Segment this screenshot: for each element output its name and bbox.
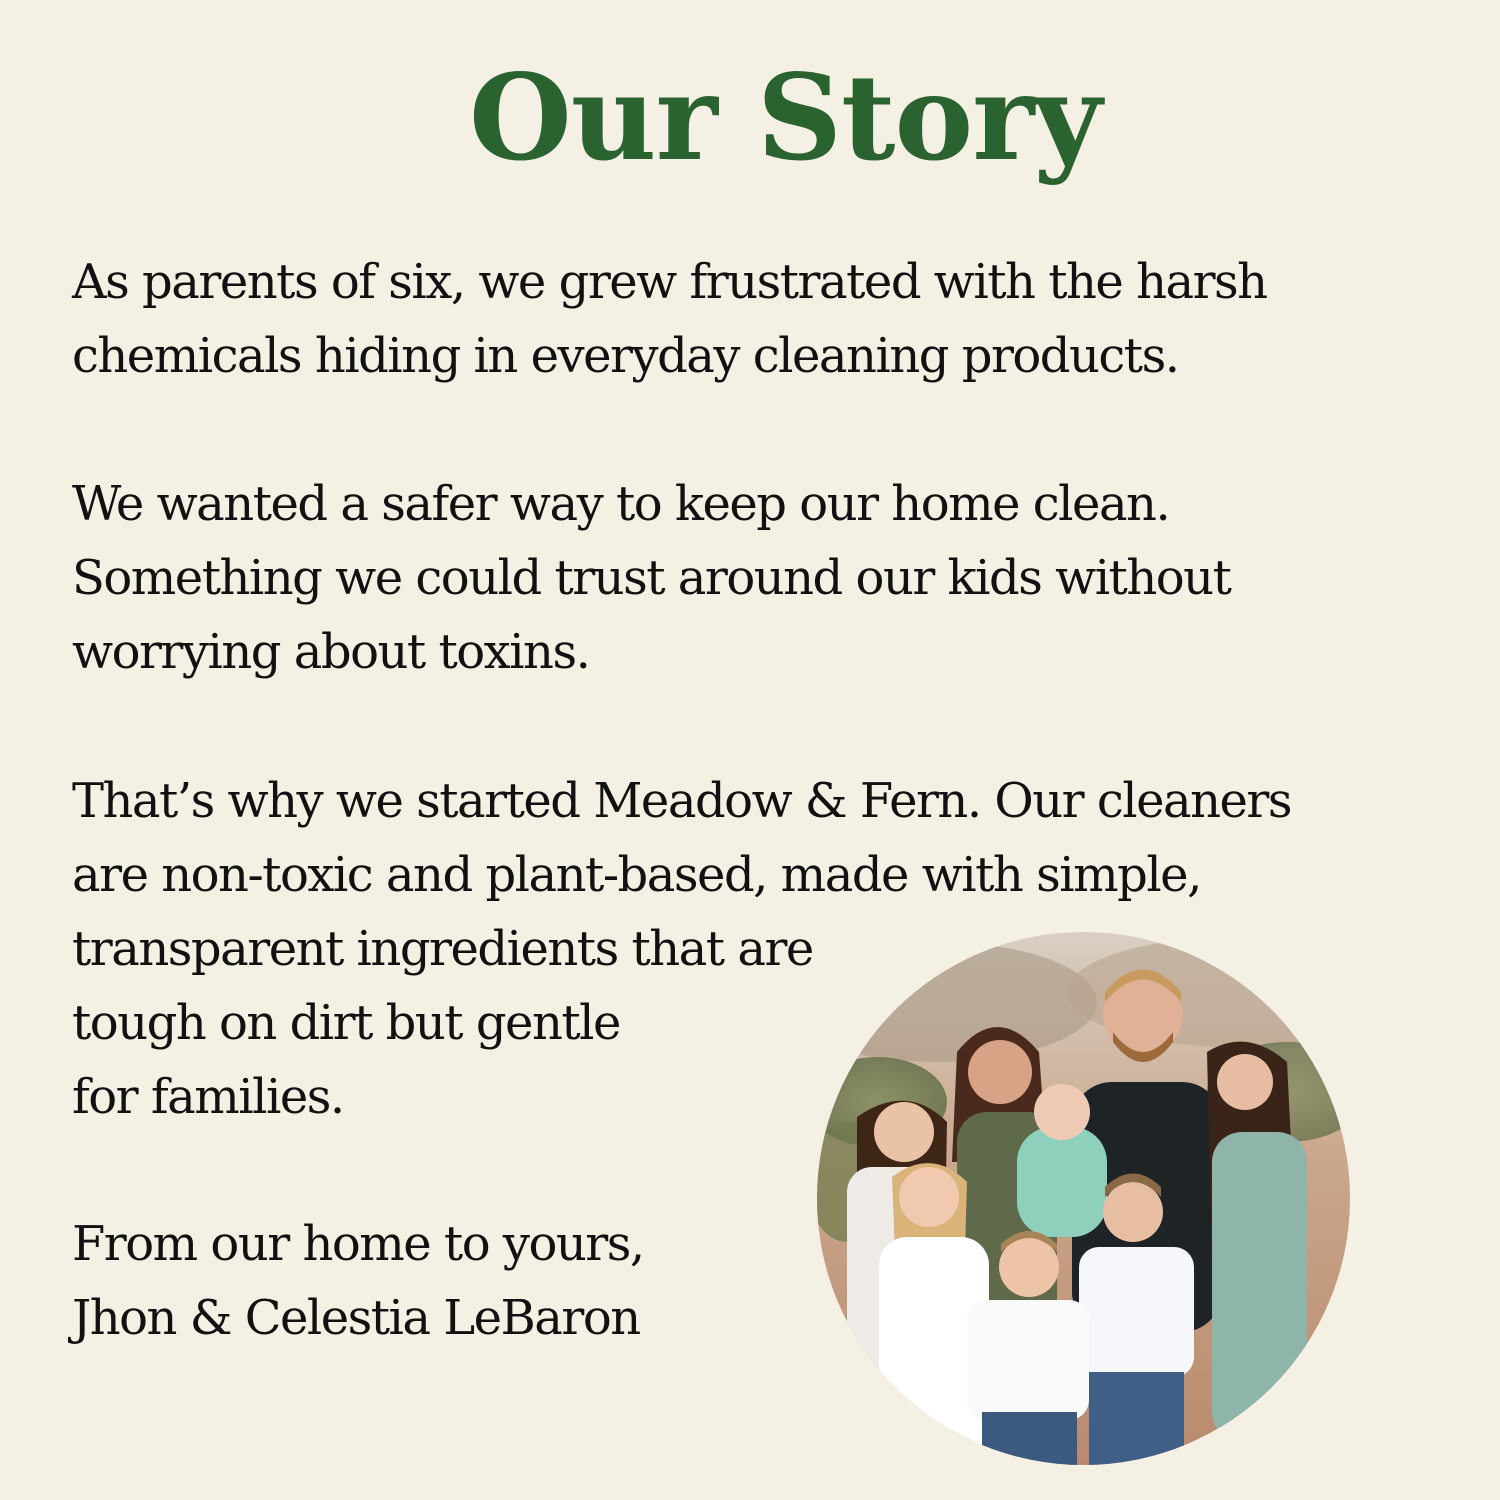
paragraph-line: Something we could trust around our kids without [72,550,1231,606]
paragraph-line: That’s why we started Meadow & Fern. Our cleaners [72,773,1291,829]
paragraph-line: for families. [72,1069,344,1125]
paragraph-line: chemicals hiding in everyday cleaning products. [72,328,1179,384]
paragraph-line: tough on dirt but gentle [72,995,620,1051]
paragraph-line: We wanted a safer way to keep our home clean. [72,476,1170,532]
paragraph-line: transparent ingredients that are [72,921,813,977]
paragraph-line: As parents of six, we grew frustrated with the harsh [72,254,1267,310]
family-photo [817,932,1350,1465]
page-title: Our Story [469,48,1101,187]
signature-block [72,1207,644,1355]
paragraph-line: are non-toxic and plant-based, made with simple, [72,847,1201,903]
story-paragraph-1 [72,245,1267,393]
paragraph-line: worrying about toxins. [72,624,590,680]
signoff-line: From our home to yours, [72,1216,644,1272]
story-paragraph-2 [72,467,1230,689]
signature-names: Jhon & Celestia LeBaron [72,1290,640,1346]
family-photo-illustration [817,932,1350,1465]
